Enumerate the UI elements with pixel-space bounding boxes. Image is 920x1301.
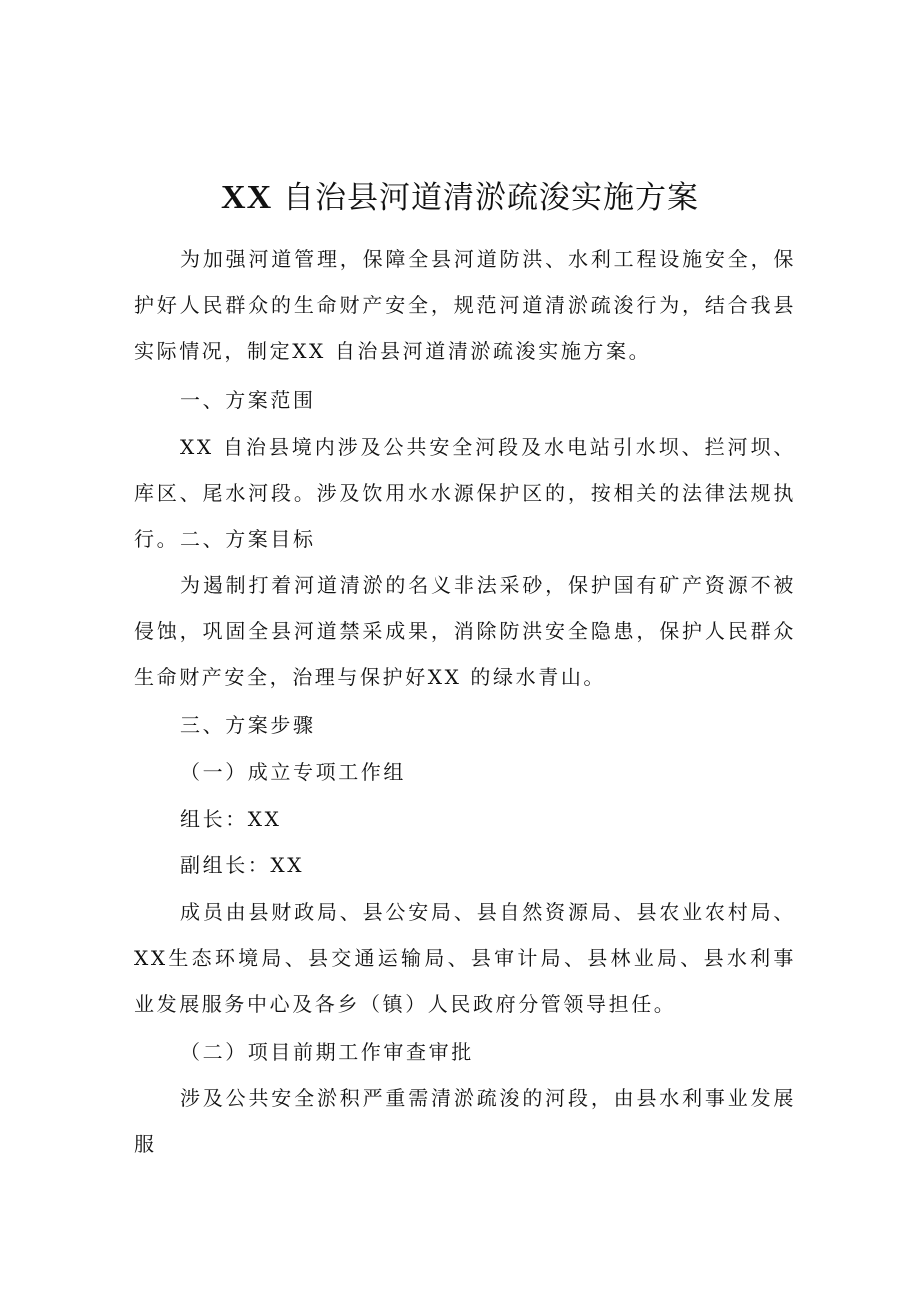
members-paragraph: 成员由县财政局、县公安局、县自然资源局、县农业农村局、XX生态环境局、县交通运输局、县审计局、县林业局、县水利事业发展服务中心及各乡（镇）人民政府分管领导担任。 [134,900,796,1016]
section1-body: XX 自治县境内涉及公共安全河段及水电站引水坝、拦河坝、库区、尾水河段。涉及饮用水水源保护区的，按相关的法律法规执行。 [134,435,796,551]
section3-heading: 三、方案步骤 [180,713,316,737]
section2-heading: 二、方案目标 [180,527,316,551]
section2-body: 为遏制打着河道清淤的名义非法采砂，保护国有矿产资源不被侵蚀，巩固全县河道禁采成果，消除防洪安全隐患，保护人民群众生命财产安全，治理与保护好XX 的绿水青山。 [134,573,796,689]
intro-paragraph: 为加强河道管理，保障全县河道防洪、水利工程设施安全，保护好人民群众的生命财产安全，规范河道清淤疏浚行为，结合我县实际情况，制定XX 自治县河道清淤疏浚实施方案。 [134,247,796,363]
sub2-body: 涉及公共安全淤积严重需清淤疏浚的河段，由县水利事业发展服 [134,1086,796,1156]
sub1-heading: （一）成立专项工作组 [180,760,406,784]
leader-line: 组长：XX [180,807,282,831]
title-prefix: XX [221,179,273,216]
deputy-leader-line: 副组长：XX [180,853,305,877]
title-main: 自治县河道清淤疏浚实施方案 [282,180,699,216]
document-title [0,176,920,220]
section1-heading: 一、方案范围 [180,388,316,412]
sub2-heading: （二）项目前期工作审查审批 [180,1040,474,1064]
